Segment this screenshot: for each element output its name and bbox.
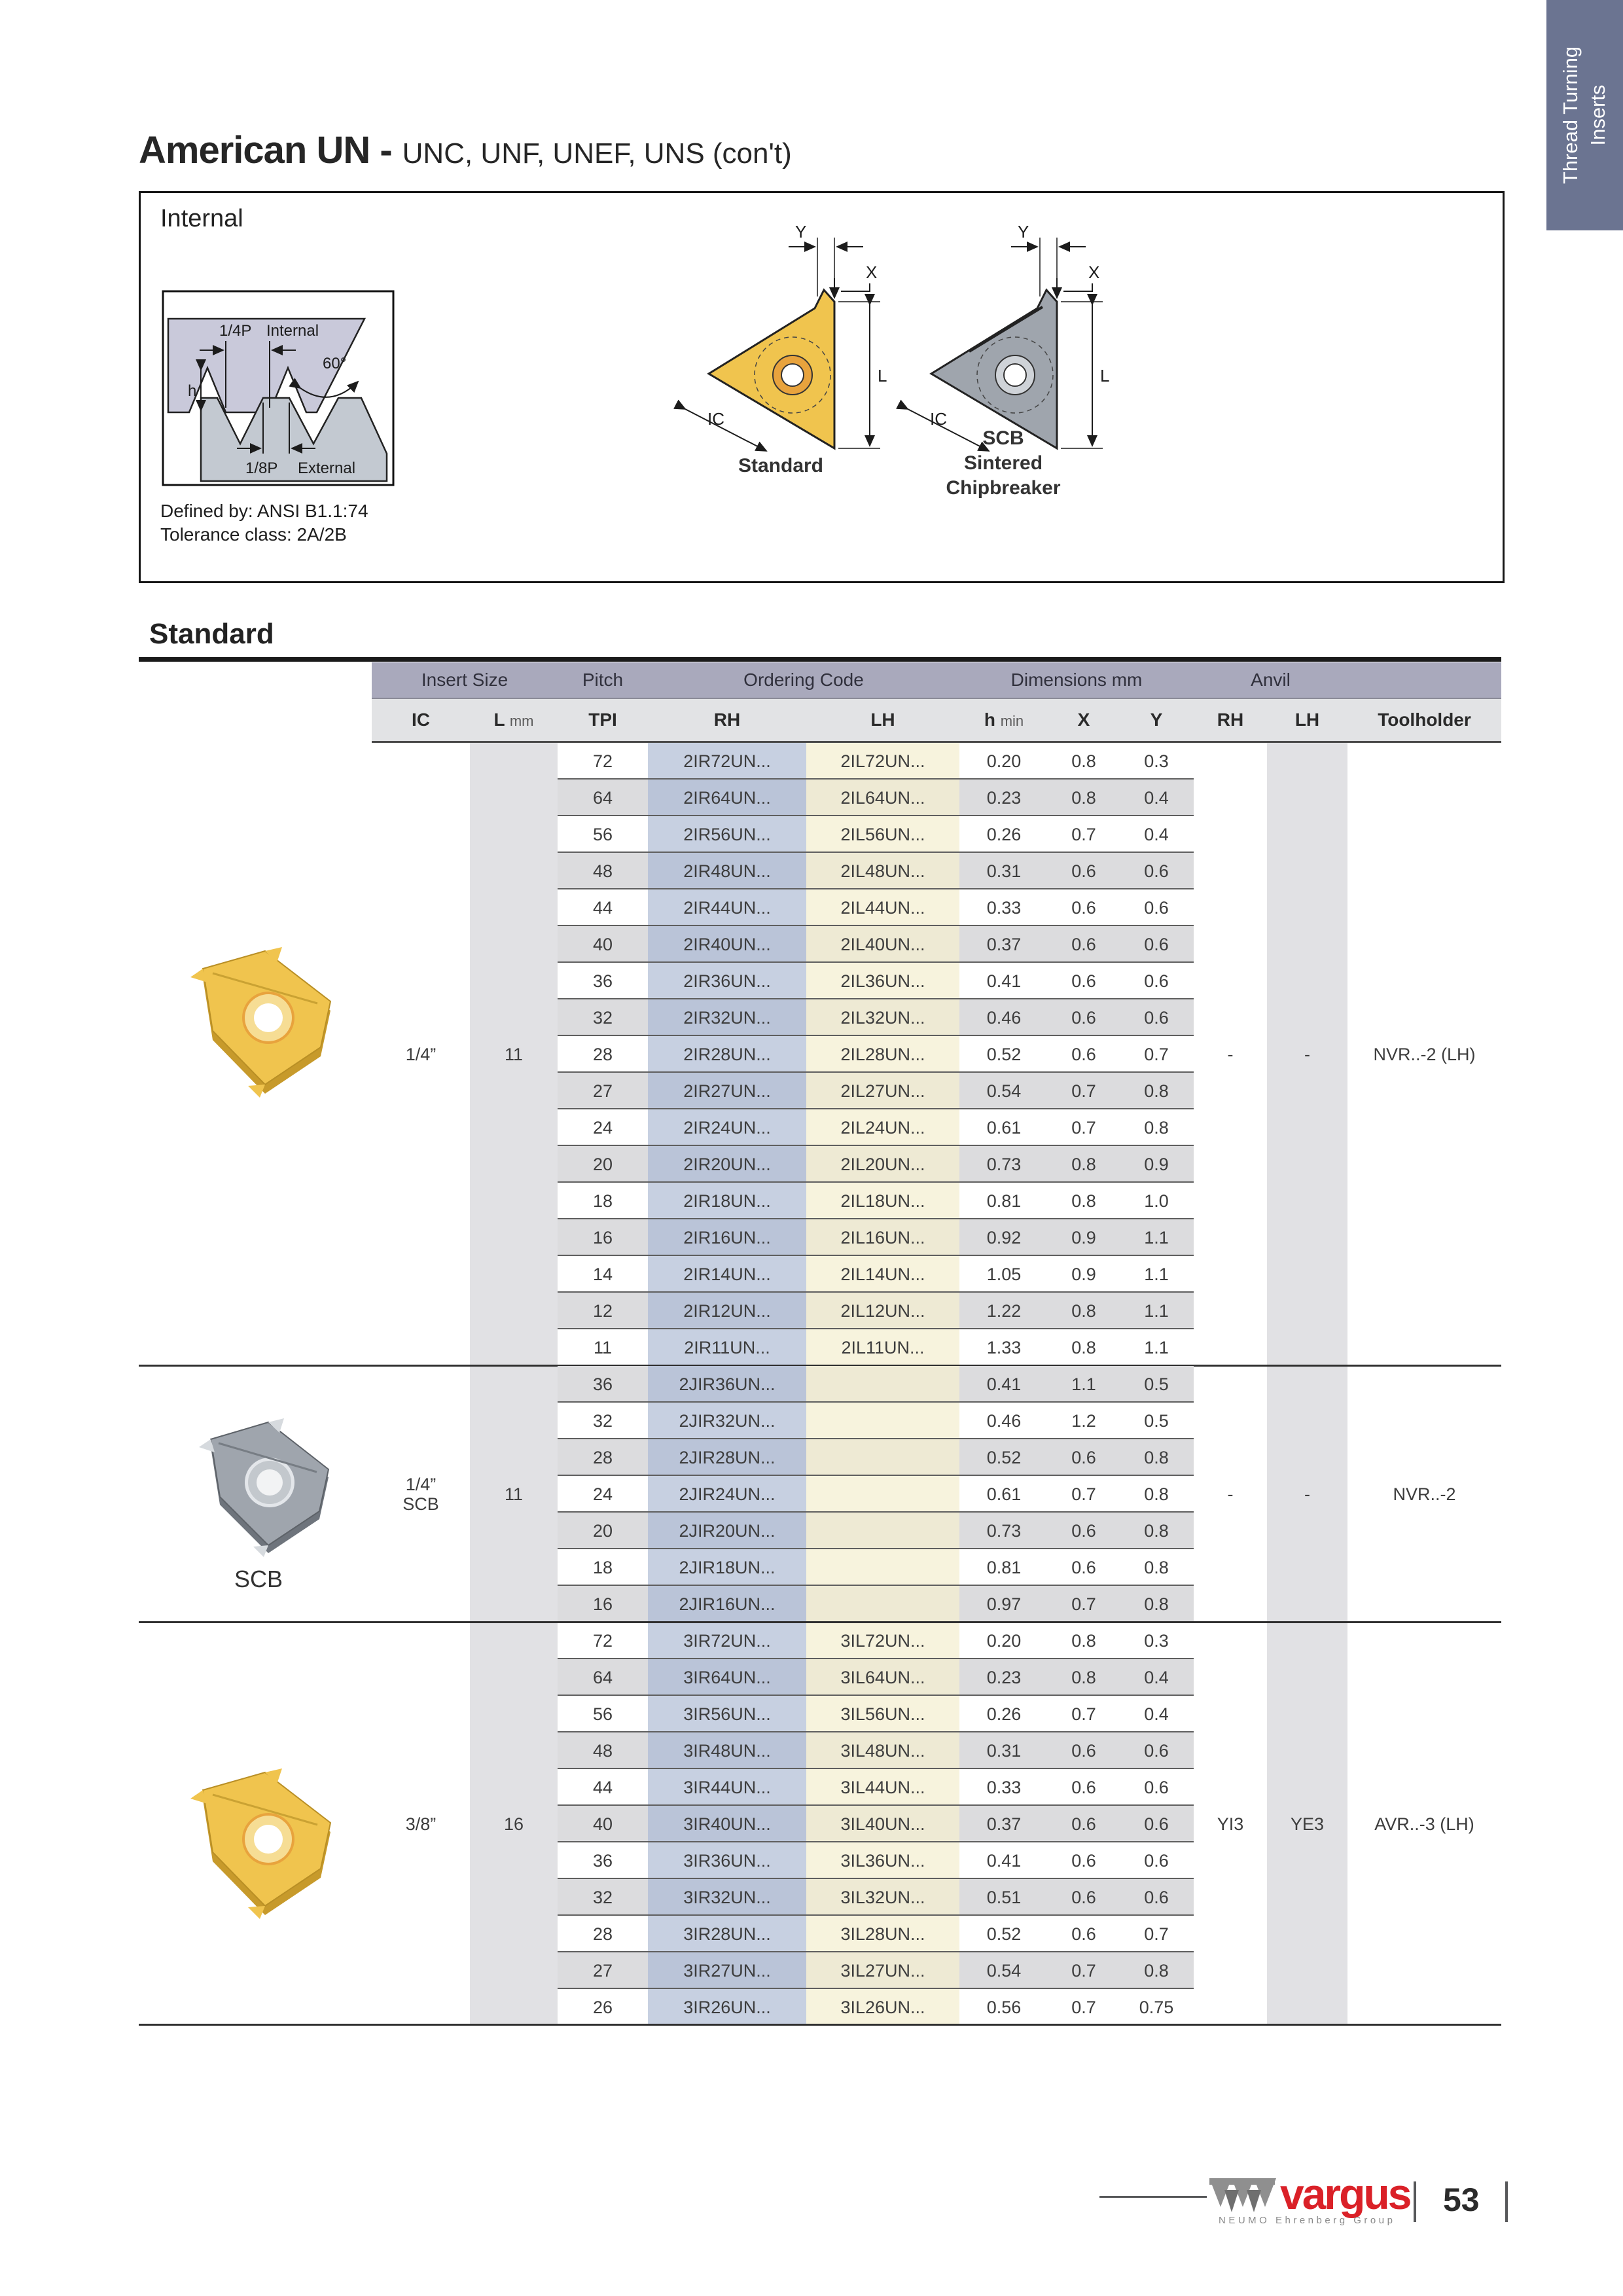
h-cell: 0.61 — [986, 1484, 1022, 1504]
col-anvil-rh: RH — [1217, 709, 1244, 730]
h-cell: 0.33 — [986, 1778, 1022, 1797]
y-cell: 0.7 — [1144, 1045, 1169, 1064]
h-cell: 0.23 — [986, 788, 1022, 808]
lh-cell: 2IL11UN... — [841, 1338, 925, 1357]
y-cell: 0.6 — [1144, 1741, 1169, 1761]
x-cell: 0.6 — [1071, 935, 1096, 954]
tpi-cell: 18 — [592, 1558, 613, 1577]
tpi-cell: 24 — [592, 1118, 613, 1138]
header-anvil: Anvil — [1251, 670, 1291, 690]
y-cell: 0.3 — [1144, 1631, 1169, 1651]
h-cell: 0.52 — [986, 1448, 1022, 1467]
y-cell: 0.8 — [1144, 1594, 1169, 1614]
rh-cell: 2JIR20UN... — [679, 1521, 776, 1541]
tpi-cell: 40 — [592, 1814, 613, 1834]
rh-cell: 3IR32UN... — [683, 1888, 771, 1907]
rh-cell: 3IR64UN... — [683, 1668, 771, 1687]
lh-cell: 2IL72UN... — [840, 751, 925, 771]
y-cell: 0.8 — [1144, 1081, 1169, 1101]
tpi-cell: 44 — [592, 898, 613, 918]
chapter-tab — [1546, 0, 1623, 230]
rh-cell: 2JIR16UN... — [679, 1594, 776, 1614]
x-cell: 0.7 — [1071, 1081, 1096, 1101]
col-lh: LH — [870, 709, 895, 730]
lh-cell: 3IL56UN... — [840, 1704, 925, 1724]
lh-cell: 2IL16UN... — [840, 1228, 925, 1247]
x-cell: 0.7 — [1071, 1118, 1096, 1138]
lh-cell: 3IL48UN... — [840, 1741, 925, 1761]
y-cell: 0.6 — [1144, 1008, 1169, 1028]
y-cell: 0.6 — [1144, 935, 1169, 954]
anvil-lh-cell: - — [1304, 1045, 1310, 1064]
tpi-cell: 36 — [592, 971, 613, 991]
h-cell: 0.46 — [986, 1008, 1022, 1028]
insert-size-l: 16 — [503, 1814, 524, 1834]
tpi-cell: 16 — [592, 1594, 613, 1614]
y-cell: 0.4 — [1144, 1668, 1169, 1687]
dim-ic-label: IC — [930, 409, 947, 429]
toolholder-cell: AVR..-3 (LH) — [1374, 1814, 1474, 1834]
rh-cell: 2IR72UN... — [683, 751, 771, 771]
x-cell: 0.8 — [1071, 788, 1096, 808]
h-cell: 0.46 — [986, 1411, 1022, 1431]
anvil-lh-cell: - — [1304, 1484, 1310, 1504]
h-cell: 0.52 — [986, 1045, 1022, 1064]
tpi-cell: 28 — [592, 1924, 613, 1944]
x-cell: 0.7 — [1071, 1594, 1096, 1614]
tpi-cell: 18 — [592, 1191, 613, 1211]
col-y: Y — [1150, 709, 1163, 730]
rh-cell: 3IR40UN... — [683, 1814, 771, 1834]
y-cell: 1.1 — [1144, 1265, 1169, 1284]
lh-cell — [806, 1586, 959, 1623]
h-cell: 1.22 — [986, 1301, 1022, 1321]
h-cell: 0.81 — [986, 1558, 1022, 1577]
h-cell: 0.81 — [986, 1191, 1022, 1211]
anvil-lh-cell: YE3 — [1290, 1814, 1325, 1834]
tpi-cell: 36 — [592, 1374, 613, 1394]
lh-cell — [806, 1403, 959, 1439]
rh-cell: 2IR12UN... — [683, 1301, 771, 1321]
h-cell: 0.61 — [986, 1118, 1022, 1138]
x-cell: 0.6 — [1071, 1814, 1096, 1834]
rh-cell: 2JIR36UN... — [679, 1374, 776, 1394]
tpi-cell: 32 — [592, 1008, 613, 1028]
tolerance-text: Tolerance class: 2A/2B — [160, 524, 347, 545]
dim-x-label: X — [866, 262, 878, 282]
tpi-cell: 27 — [592, 1081, 613, 1101]
scb-caption-line2: Sintered — [963, 452, 1043, 474]
y-cell: 0.6 — [1144, 1888, 1169, 1907]
external-word-label: External — [298, 459, 356, 477]
x-cell: 0.8 — [1071, 1191, 1096, 1211]
y-cell: 0.6 — [1144, 898, 1169, 918]
h-cell: 0.52 — [986, 1924, 1022, 1944]
internal-panel — [139, 191, 1505, 583]
y-cell: 0.3 — [1144, 751, 1169, 771]
header-pitch: Pitch — [582, 670, 624, 690]
tpi-cell: 14 — [592, 1265, 613, 1284]
tpi-cell: 28 — [592, 1045, 613, 1064]
y-cell: 0.4 — [1144, 825, 1169, 844]
tpi-cell: 32 — [592, 1888, 613, 1907]
y-cell: 0.8 — [1144, 1961, 1169, 1981]
x-cell: 0.7 — [1071, 1704, 1096, 1724]
tpi-cell: 24 — [592, 1484, 613, 1504]
tpi-cell: 48 — [592, 861, 613, 881]
scb-photo-caption: SCB — [234, 1566, 283, 1592]
insert-size-l: 11 — [504, 1484, 524, 1504]
x-cell: 0.7 — [1071, 825, 1096, 844]
rh-cell: 3IR26UN... — [683, 1998, 771, 2017]
col-h-main: h — [984, 709, 995, 730]
col-l-main: L — [493, 709, 505, 730]
page-title-main: American UN - — [139, 129, 392, 171]
scb-caption-line3: Chipbreaker — [946, 477, 1061, 499]
y-cell: 1.0 — [1144, 1191, 1169, 1211]
x-cell: 0.7 — [1071, 1961, 1096, 1981]
section-rule — [139, 657, 1501, 662]
rh-cell: 3IR56UN... — [683, 1704, 771, 1724]
h-cell: 0.23 — [986, 1668, 1022, 1687]
lh-cell: 3IL40UN... — [840, 1814, 925, 1834]
y-cell: 0.5 — [1144, 1374, 1169, 1394]
tpi-cell: 56 — [592, 825, 613, 844]
footer-rule — [1099, 2196, 1207, 2198]
y-cell: 0.6 — [1144, 1851, 1169, 1871]
lh-cell — [806, 1439, 959, 1476]
x-cell: 0.7 — [1071, 1998, 1096, 2017]
brand-tagline: NEUMO Ehrenberg Group — [1219, 2215, 1396, 2226]
lh-cell: 2IL36UN... — [840, 971, 925, 991]
x-cell: 0.9 — [1071, 1265, 1096, 1284]
col-toolholder: Toolholder — [1378, 709, 1471, 730]
x-cell: 0.6 — [1071, 1008, 1096, 1028]
y-cell: 0.8 — [1144, 1558, 1169, 1577]
dim-l-label: L — [878, 366, 887, 386]
lh-cell: 2IL44UN... — [840, 898, 925, 918]
rh-cell: 2IR32UN... — [683, 1008, 771, 1028]
h-cell: 0.54 — [986, 1081, 1022, 1101]
rh-cell: 2JIR24UN... — [679, 1484, 776, 1504]
lh-cell: 3IL36UN... — [840, 1851, 925, 1871]
lh-cell: 2IL40UN... — [840, 935, 925, 954]
h-cell: 0.37 — [986, 935, 1022, 954]
lh-cell — [806, 1549, 959, 1586]
tpi-cell: 40 — [592, 935, 613, 954]
y-cell: 0.9 — [1144, 1155, 1169, 1174]
chapter-tab-line1: Thread Turning — [1559, 46, 1582, 185]
x-cell: 0.6 — [1071, 861, 1096, 881]
lh-cell: 3IL26UN... — [840, 1998, 925, 2017]
tpi-cell: 48 — [592, 1741, 613, 1761]
lh-cell: 3IL44UN... — [840, 1778, 925, 1797]
quarter-p-label: 1/4P — [219, 322, 252, 340]
footer-divider-1 — [1414, 2181, 1416, 2222]
y-cell: 0.8 — [1144, 1448, 1169, 1467]
tpi-cell: 12 — [592, 1301, 613, 1321]
standard-insert-photo — [167, 933, 344, 1103]
col-tpi: TPI — [588, 709, 617, 730]
rh-cell: 2IR14UN... — [683, 1265, 771, 1284]
lh-cell: 2IL14UN... — [840, 1265, 925, 1284]
angle-label: 60° — [323, 355, 347, 372]
x-cell: 0.6 — [1071, 1448, 1096, 1467]
lh-cell — [806, 1513, 959, 1549]
chapter-tab-label — [1557, 46, 1612, 184]
h-cell: 0.73 — [986, 1155, 1022, 1174]
toolholder-cell: NVR..-2 (LH) — [1373, 1045, 1476, 1064]
rh-cell: 3IR72UN... — [683, 1631, 771, 1651]
h-cell: 0.26 — [986, 825, 1022, 844]
rh-cell: 2IR48UN... — [683, 861, 771, 881]
dim-y-label: Y — [795, 222, 807, 242]
eighth-p-label: 1/8P — [245, 459, 278, 477]
y-cell: 0.6 — [1144, 1778, 1169, 1797]
h-cell: 0.97 — [986, 1594, 1022, 1614]
lh-cell: 2IL27UN... — [840, 1081, 925, 1101]
internal-word-label: Internal — [266, 322, 319, 340]
x-cell: 0.6 — [1071, 1045, 1096, 1064]
tpi-cell: 20 — [592, 1155, 613, 1174]
h-cell: 0.54 — [986, 1961, 1022, 1981]
x-cell: 0.6 — [1071, 1851, 1096, 1871]
x-cell: 0.8 — [1071, 751, 1096, 771]
rh-cell: 2IR27UN... — [683, 1081, 771, 1101]
x-cell: 1.2 — [1071, 1411, 1096, 1431]
scb-caption — [905, 426, 1101, 501]
col-anvil-lh: LH — [1294, 709, 1320, 730]
h-cell: 0.41 — [986, 1851, 1022, 1871]
y-cell: 0.7 — [1144, 1924, 1169, 1944]
y-cell: 0.6 — [1144, 1814, 1169, 1834]
tpi-cell: 72 — [592, 751, 613, 771]
header-insert-size: Insert Size — [421, 670, 508, 690]
lh-cell: 2IL20UN... — [840, 1155, 925, 1174]
tpi-cell: 26 — [592, 1998, 613, 2017]
footer-divider-2 — [1505, 2181, 1508, 2222]
rh-cell: 2IR20UN... — [683, 1155, 771, 1174]
y-cell: 0.5 — [1144, 1411, 1169, 1431]
header-dimensions: Dimensions mm — [1010, 670, 1143, 690]
lh-cell: 3IL64UN... — [840, 1668, 925, 1687]
rh-cell: 2IR64UN... — [683, 788, 771, 808]
header-ordering-code: Ordering Code — [743, 670, 864, 690]
h-cell: 0.31 — [986, 1741, 1022, 1761]
internal-panel-title: Internal — [160, 205, 243, 232]
lh-cell: 2IL32UN... — [840, 1008, 925, 1028]
insert-size-l: 11 — [504, 1045, 524, 1064]
x-cell: 0.6 — [1071, 1558, 1096, 1577]
rh-cell: 2JIR28UN... — [679, 1448, 776, 1467]
lh-cell: 2IL28UN... — [840, 1045, 925, 1064]
tpi-cell: 28 — [592, 1448, 613, 1467]
h-cell: 0.20 — [986, 1631, 1022, 1651]
rh-cell: 3IR48UN... — [683, 1741, 771, 1761]
section-title: Standard — [149, 618, 274, 650]
rh-cell: 3IR27UN... — [683, 1961, 771, 1981]
h-cell: 1.05 — [986, 1265, 1022, 1284]
insert-size-ic: 3/8” — [405, 1814, 437, 1834]
tpi-cell: 32 — [592, 1411, 613, 1431]
scb-caption-line1: SCB — [982, 427, 1024, 449]
lh-cell: 2IL24UN... — [840, 1118, 925, 1138]
rh-cell: 2IR18UN... — [683, 1191, 771, 1211]
page-title — [139, 128, 792, 172]
h-cell: 0.31 — [986, 861, 1022, 881]
y-cell: 0.75 — [1139, 1998, 1174, 2017]
standard-insert-photo-3-8 — [167, 1754, 344, 1924]
col-ic: IC — [412, 709, 430, 730]
lh-cell — [806, 1476, 959, 1513]
x-cell: 1.1 — [1071, 1374, 1096, 1394]
tpi-cell: 20 — [592, 1521, 613, 1541]
y-cell: 0.4 — [1144, 788, 1169, 808]
tpi-cell: 72 — [592, 1631, 613, 1651]
tpi-cell: 64 — [592, 788, 613, 808]
standard-caption: Standard — [738, 455, 824, 476]
vargus-wordmark: vargus — [1280, 2170, 1410, 2218]
x-cell: 0.6 — [1071, 1741, 1096, 1761]
standard-insert-schematic — [669, 218, 918, 493]
anvil-rh-cell: - — [1227, 1045, 1234, 1064]
y-cell: 0.4 — [1144, 1704, 1169, 1724]
insert-size-ic: 1/4” — [405, 1045, 437, 1064]
y-cell: 0.8 — [1144, 1118, 1169, 1138]
lh-cell: 3IL27UN... — [840, 1961, 925, 1981]
rh-cell: 3IR28UN... — [683, 1924, 771, 1944]
lh-cell: 2IL12UN... — [840, 1301, 925, 1321]
rh-cell: 2IR28UN... — [683, 1045, 771, 1064]
rh-cell: 2IR40UN... — [683, 935, 771, 954]
x-cell: 0.8 — [1071, 1668, 1096, 1687]
col-rh: RH — [713, 709, 741, 730]
x-cell: 0.6 — [1071, 971, 1096, 991]
y-cell: 1.1 — [1144, 1228, 1169, 1247]
y-cell: 0.8 — [1144, 1521, 1169, 1541]
scb-insert-photo — [177, 1404, 340, 1561]
x-cell: 0.6 — [1071, 1888, 1096, 1907]
x-cell: 0.6 — [1071, 1778, 1096, 1797]
anvil-rh-cell: - — [1227, 1484, 1234, 1504]
rh-cell: 2JIR32UN... — [679, 1411, 776, 1431]
dim-ic-label: IC — [707, 409, 724, 429]
h-cell: 0.56 — [986, 1998, 1022, 2017]
h-cell: 0.26 — [986, 1704, 1022, 1724]
vargus-logo-mark — [1209, 2178, 1277, 2216]
x-cell: 0.8 — [1071, 1631, 1096, 1651]
h-cell: 0.51 — [986, 1888, 1022, 1907]
rh-cell: 2IR56UN... — [683, 825, 771, 844]
h-cell: 1.33 — [986, 1338, 1022, 1357]
toolholder-cell: NVR..-2 — [1393, 1484, 1456, 1504]
y-cell: 0.6 — [1144, 971, 1169, 991]
y-cell: 1.1 — [1144, 1301, 1169, 1321]
rh-cell: 2IR36UN... — [683, 971, 771, 991]
rh-cell: 2IR16UN... — [683, 1228, 771, 1247]
x-cell: 0.6 — [1071, 1521, 1096, 1541]
anvil-rh-cell: YI3 — [1217, 1814, 1244, 1834]
x-cell: 0.8 — [1071, 1155, 1096, 1174]
lh-cell: 2IL64UN... — [840, 788, 925, 808]
h-cell: 0.41 — [986, 1374, 1022, 1394]
insert-size-ic-line1: 1/4” — [405, 1475, 437, 1494]
lh-cell: 3IL72UN... — [840, 1631, 925, 1651]
lh-cell: 2IL48UN... — [840, 861, 925, 881]
tpi-cell: 16 — [592, 1228, 613, 1247]
h-cell: 0.20 — [986, 751, 1022, 771]
table-bottom-rule — [139, 2024, 1501, 2026]
lh-cell: 3IL28UN... — [840, 1924, 925, 1944]
x-cell: 0.8 — [1071, 1301, 1096, 1321]
x-cell: 0.9 — [1071, 1228, 1096, 1247]
y-cell: 0.6 — [1144, 861, 1169, 881]
tpi-cell: 44 — [592, 1778, 613, 1797]
rh-cell: 3IR44UN... — [683, 1778, 771, 1797]
x-cell: 0.8 — [1071, 1338, 1096, 1357]
h-cell: 0.33 — [986, 898, 1022, 918]
insert-size-ic-line2: SCB — [402, 1494, 439, 1514]
lh-cell: 2IL18UN... — [840, 1191, 925, 1211]
col-l — [470, 699, 558, 741]
h-label: h — [188, 382, 197, 400]
dim-l-label: L — [1100, 366, 1110, 386]
lh-cell: 2IL56UN... — [840, 825, 925, 844]
dim-y-label: Y — [1018, 222, 1029, 242]
thread-profile-diagram — [162, 290, 395, 486]
col-h-min — [959, 699, 1048, 741]
lh-cell — [806, 1366, 959, 1403]
h-cell: 0.73 — [986, 1521, 1022, 1541]
rh-cell: 2IR44UN... — [683, 898, 771, 918]
tpi-cell: 27 — [592, 1961, 613, 1981]
h-cell: 0.37 — [986, 1814, 1022, 1834]
insert-size-ic — [372, 1475, 470, 1514]
page-title-sub: UNC, UNF, UNEF, UNS (con't) — [402, 137, 792, 170]
col-x: X — [1077, 709, 1090, 730]
tpi-cell: 56 — [592, 1704, 613, 1724]
chapter-tab-line2: Inserts — [1586, 84, 1609, 146]
rh-cell: 2IR11UN... — [684, 1338, 770, 1357]
x-cell: 0.7 — [1071, 1484, 1096, 1504]
y-cell: 1.1 — [1144, 1338, 1169, 1357]
tpi-cell: 64 — [592, 1668, 613, 1687]
col-h-unit: min — [1000, 713, 1024, 729]
rh-cell: 2JIR18UN... — [679, 1558, 776, 1577]
rh-cell: 2IR24UN... — [683, 1118, 771, 1138]
page-number: 53 — [1443, 2181, 1480, 2218]
dim-x-label: X — [1088, 262, 1100, 282]
tpi-cell: 36 — [592, 1851, 613, 1871]
x-cell: 0.6 — [1071, 1924, 1096, 1944]
lh-cell: 3IL32UN... — [840, 1888, 925, 1907]
x-cell: 0.6 — [1071, 898, 1096, 918]
rh-cell: 3IR36UN... — [683, 1851, 771, 1871]
h-cell: 0.92 — [986, 1228, 1022, 1247]
tpi-cell: 11 — [593, 1338, 613, 1357]
defined-by-text: Defined by: ANSI B1.1:74 — [160, 501, 368, 521]
y-cell: 0.8 — [1144, 1484, 1169, 1504]
h-cell: 0.41 — [986, 971, 1022, 991]
col-l-unit: mm — [509, 713, 534, 729]
